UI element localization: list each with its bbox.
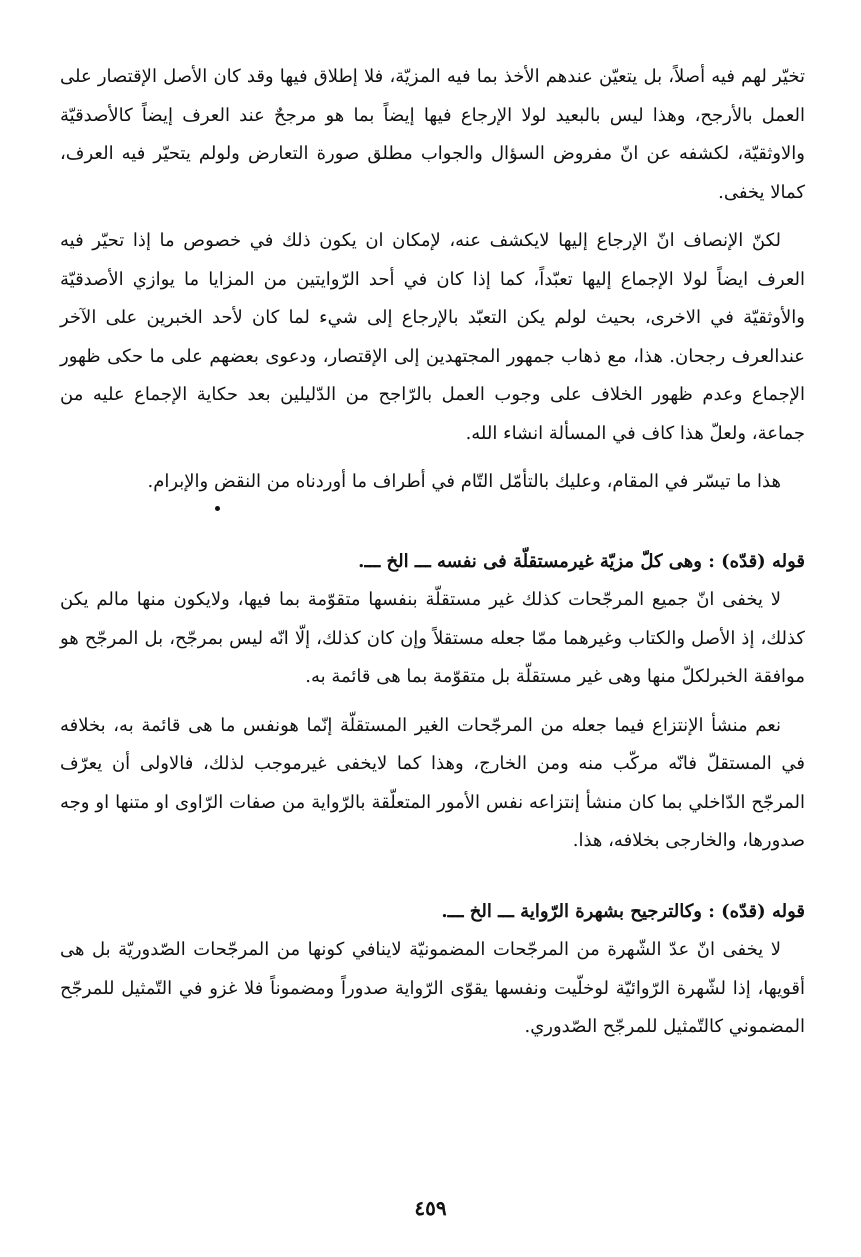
paragraph-gap bbox=[60, 697, 805, 707]
page-number: ٤٥٩ bbox=[414, 1196, 447, 1220]
section-heading: قوله (قدّه) : وكالترجيح بشهرة الرّواية ـــ الخ ـــ. bbox=[441, 900, 805, 922]
paragraph: لكنّ الإنصاف انّ الإرجاع إليها لايكشف عنه، لإمكان ان يكون ذلك في خصوص ما إذا تحيّر فيه العرف ايضاً لولا الإجماع إليها تعبّداً، كما إذا كان في أحد الرّوايتين من المزايا ما يوازي الأصدقيّة والأوثقيّة في الاخرى، بحيث لولم يكن التعبّد بالإرجاع إلى شيء لما كان لأحد الخبرين على الآخر عندالعرف رجحان. هذا، مع ذهاب جمهور المجتهدين إلى الإقتصار، ودعوى بعضهم على ما حكى ظهور الإجماع وعدم ظهور الخلاف على وجوب العمل بالرّاجح من الدّليلين بعد حكاية الإجماع عليه من جماعة، ولعلّ هذا كاف في المسألة انشاء الله. bbox=[60, 230, 805, 444]
section-gap bbox=[60, 861, 805, 893]
section-gap bbox=[60, 511, 805, 543]
paragraph: لا يخفى انّ جميع المرجّحات كذلك غير مستقلّة بنفسها متقوّمة بما فيها، ولايكون منها مالم يكن كذلك، إذ الأصل والكتاب وغيرهما ممّا جعله مستقلاً وإن كان كذلك، إلّا انّه ليس بمرجّح، بل المرجّح هو موافقة الخبرلكلّ منها وهى غير مستقلّة بل متقوّمة بما هى قائمة به. bbox=[60, 589, 805, 687]
section-heading: قوله (قدّه) : وهى كلّ مزيّة غيرمستقلّة فى نفسه ـــ الخ ـــ. bbox=[358, 550, 805, 572]
paragraph: هذا ما تيسّر في المقام، وعليك بالتأمّل التّام في أطراف ما أوردناه من النقض والإبرام. bbox=[147, 471, 781, 492]
page-body bbox=[60, 58, 805, 1047]
paragraph: نعم منشأ الإنتزاع فيما جعله من المرجّحات الغير المستقلّة إنّما هونفس ما هى قائمة به، بخلافه في المستقلّ فانّه مركّب منه ومن الخارج، وهذا كما لايخفى غيرموجب لذلك، فالاولى أن يعرّف المرجّح الدّاخلي بما كان منشأ إنتزاعه نفس الأمور المتعلّقة بالرّواية من صفات الرّاوى او متنها او وجه صدورها، والخارجى بخلافه، هذا. bbox=[60, 714, 805, 851]
paragraph: تخيّر لهم فيه أصلاً، بل يتعيّن عندهم الأخذ بما فيه المزيّة، فلا إطلاق فيها وقد كان الأصل الإقتصار على العمل بالأرجح، وهذا ليس بالبعيد لولا الإرجاع فيها إيضاً بما هو مرجحٌ عند العرف إيضاً كالأصدقيّة والاوثقيّة، لكشفه عن انّ مفروض السؤال والجواب مطلق صورة التعارض ولولم يتحيّر فيه العرف، كمالا يخفى. bbox=[60, 66, 805, 203]
paragraph: لا يخفى انّ عدّ الشّهرة من المرجّحات المضمونيّة لاينافي كونها من المرجّحات الصّدوريّة بل هى أقويها، إذا لشّهرة الرّوائيّة لوخلّيت ونفسها يقوّى الرّواية صدوراً ومضموناً فلا غزو في التّمثيل للمرجّح المضموني كالتّمثيل للمرجّح الصّدوري. bbox=[60, 939, 805, 1037]
paragraph-gap bbox=[60, 453, 805, 463]
paragraph-gap bbox=[60, 212, 805, 222]
